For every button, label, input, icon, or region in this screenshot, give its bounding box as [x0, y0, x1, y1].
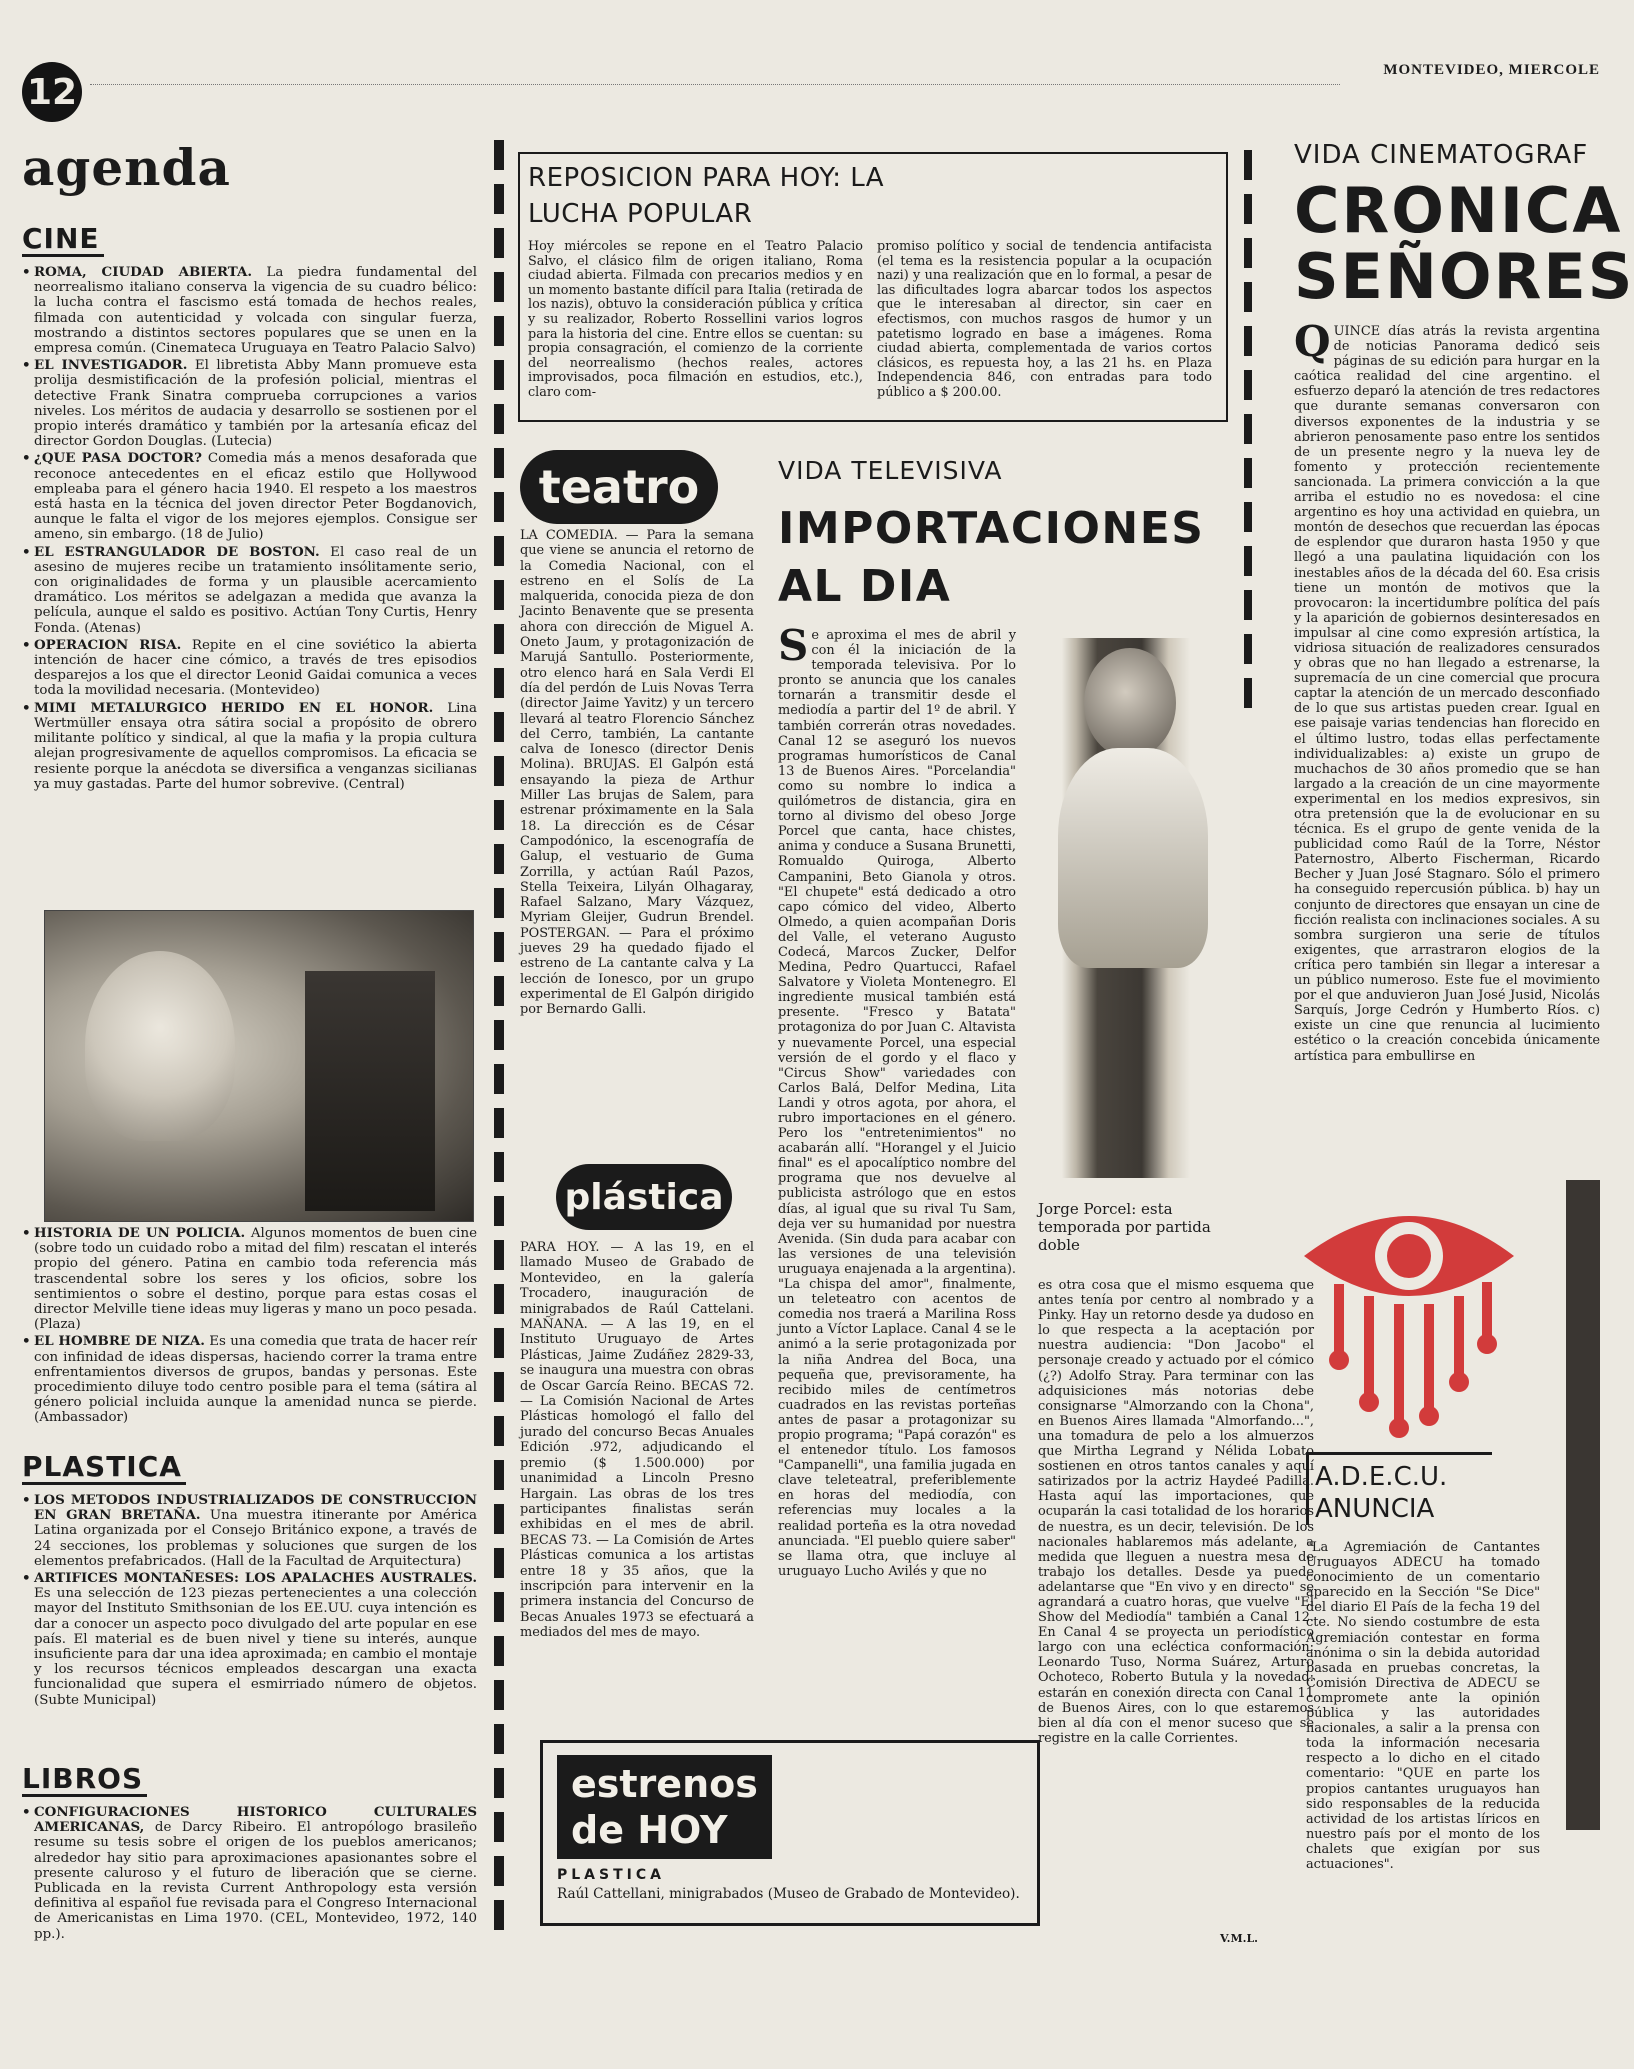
- tv-title-line1: IMPORTACIONES: [778, 503, 1205, 554]
- reposicion-col2: promiso político y social de tendencia antifacista (el tema es la resistencia popular a la ocupación nazi) y una realización que en lo formal, a pesar de las dificultades logra abarcar todos los aspectos que le interesaban al director, sin caer en efectismos, con muchos rasgos de humor y un patetismo logrado en base a imágenes. Roma ciudad abierta, complementada de varios cortos clásicos, es repuesta hoy, a las 21 hs. en Plaza Independencia 846, con entradas para todo público a $ 200.00.: [877, 239, 1212, 400]
- plastica-box-text: PARA HOY. — A las 19, en el llamado Museo de Grabado de Montevideo, en la galería Trocadero, inauguración de minigrabados de Raúl Cattelani. MAÑANA. — A las 19, en el Instituto Uruguayo de Artes Plásticas, Jaime Zudáñez 2829-33, se inaugura una muestra con obras de Oscar García Reino. BECAS 72. — La Comisión Nacional de Artes Plásticas homologó el fallo del jurado del concurso Becas Anuales Edición .972, adjudicando el premio ($ 1.500.000) por unanimidad a Lincoln Presno Hargain. Las obras de los tres participantes finalistas serán exhibidas en el mes de abril. BECAS 73. — La Comisión de Artes Plásticas comunica a los artistas entre 18 y 35 años, que la inscripción para intervenir en la primera instancia del Concurso de Becas Anuales 1973 se efectuará a mediados del mes de mayo.: [520, 1240, 754, 1641]
- agenda-plastica-section: [22, 1452, 477, 1710]
- entry-text: El libretista Abby Mann promueve esta prolija desmistificación de la profesión policial, mientras el detective Frank Sinatra comprueba corrupciones a varios niveles. Los méritos de audacia y desarrollo se sostienen por el propio interés dramático y también por la artesanía eficaz del director Gordon Douglas. (Lutecia): [34, 358, 477, 450]
- adecu-title-line1: A.D.E.C.U.: [1315, 1462, 1448, 1492]
- agenda-title: agenda: [22, 138, 231, 197]
- agenda-entry: [22, 451, 477, 542]
- entry-title: LOS METODOS INDUSTRIALIZADOS DE CONSTRUCCION EN GRAN BRETAÑA.: [34, 1492, 477, 1524]
- adecu-title-line2: ANUNCIA: [1315, 1494, 1435, 1524]
- libros-heading: LIBROS: [22, 1764, 147, 1797]
- estrenos-banner: [557, 1755, 772, 1859]
- bullet-icon: •: [22, 450, 31, 467]
- masthead-date: MONTEVIDEO, MIERCOLE: [1383, 62, 1600, 78]
- entry-text: La piedra fundamental del neorrealismo italiano conserva la vigencia de su cuadro bélico: la lucha contra el fascismo está tomada de hechos reales, filmada con autenticidad y volcada con singular fuerza, mostrando a distintos sectores populares que se unen en la empresa común. (Cinemateca Uruguaya en Teatro Palacio Salvo): [34, 265, 477, 357]
- tv-photo-caption: Jorge Porcel: esta temporada por partida doble: [1038, 1200, 1211, 1254]
- agenda-entry: [22, 1571, 477, 1708]
- entry-text: Es una comedia que trata de hacer reír con infinidad de ideas dispersas, haciendo correr la trama entre enfrentamientos diversos de grupos, bandas y personas. Este procedimiento diluye todo centro posible para el tema (sátira al género policial incluida aunque la amenidad nunca se pierde. (Ambassador): [34, 1334, 477, 1426]
- bullet-icon: •: [22, 636, 31, 653]
- teatro-badge: teatro: [520, 450, 718, 524]
- page-number: 12: [22, 62, 82, 122]
- entry-title: ARTIFICES MONTAÑESES: LOS APALACHES AUSTRALES.: [34, 1570, 477, 1587]
- agenda-entry: [22, 638, 477, 699]
- man-figure-image: [305, 971, 435, 1211]
- tv-signature: V.M.L.: [1220, 1932, 1259, 1945]
- tv-title: [778, 500, 1205, 616]
- bullet-icon: •: [22, 543, 31, 560]
- entry-title: EL HOMBRE DE NIZA.: [34, 1333, 205, 1350]
- entry-title: OPERACION RISA.: [34, 636, 182, 653]
- entry-title: MIMI METALURGICO HERIDO EN EL HONOR.: [34, 699, 434, 716]
- plastica-heading: PLASTICA: [22, 1452, 186, 1485]
- estrenos-banner-line1: estrenos: [571, 1762, 758, 1806]
- entry-title: HISTORIA DE UN POLICIA.: [34, 1225, 246, 1241]
- header-rule: [90, 84, 1340, 85]
- agenda-entry: [22, 1805, 477, 1942]
- cine-heading: CINE: [22, 224, 104, 257]
- cine-right-title-line1: CRONICA: [1294, 174, 1623, 247]
- estrenos-banner-line2: de HOY: [571, 1808, 728, 1852]
- cine-right-text: [1294, 317, 1600, 1176]
- agenda-entry: [22, 358, 477, 449]
- eye-icon: [1304, 1216, 1514, 1438]
- reposicion-box: [518, 152, 1228, 422]
- cine-right-title-line2: SEÑORES: [1294, 240, 1634, 313]
- bullet-icon: •: [22, 1804, 31, 1820]
- tv-col1: [778, 621, 1016, 1928]
- entry-text: Lina Wertmüller ensaya otra sátira social a propósito de obrero militante político y sindical, al que la mafia y la propia cultura alejan progresivamente de aquellos compromisos. La eficacia se resiente porque la anécdota se diversifica a venganzas sicilianas ya muy gastadas. Parte del humor sobrevive. (Central): [34, 700, 477, 792]
- entry-title: ¿QUE PASA DOCTOR?: [34, 450, 202, 467]
- entry-title: ROMA, CIUDAD ABIERTA.: [34, 264, 253, 280]
- bullet-icon: •: [22, 1225, 31, 1241]
- right-edge-photo: [1566, 1180, 1600, 1830]
- bullet-icon: •: [22, 1492, 31, 1508]
- eye-illustration: [1294, 1196, 1524, 1446]
- porcel-head-image: [1084, 648, 1176, 758]
- cine-right-text-body: UINCE días atrás la revista argentina de noticias Panorama dedicó seis páginas de su edición para hurgar en la caótica realidad del cine argentino. el esfuerzo deparó la atención de tres redactores que durante semanas conversaron con diversos exponentes de la industria y se abrieron penosamente paso entre los sentidos de un presente negro y la nueva ley de fomento y protección recientemente sancionada. La primera convicción a la que arriba el estudio no es novedosa: el cine argentino es hoy una actividad en quiebra, un montón de desechos que recuerdan las épocas de esplendor que duraron hasta 1950 y que llegó a una paulatina liquidación con los inestables años de la década del 60. Esa crisis tiene un montón de motivos que la provocaron: la incertidumbre política del país y la aparición de gobiernos desinteresados en impulsar al cine como expresión artística, la vidriosa situación de realizadores censurados y obras que no han llegado a estrenarse, la supremacía de un cine comercial que procura captar la atención de un mercado desconfiado de lo que sus artistas pueden crear. Igual en ese paisaje varias tendencias han florecido en el último lustro, todas ellas perfectamente individualizables: a) existe un grupo de muchachos de 30 años promedio que se han largado a la creación de un cine mayormente experimental en los medios expresivos, sin otra pretensión que la de evolucionar en su técnica. Es el grupo de gente venida de la publicidad como Raúl de la Torre, Néstor Paternostro, Alberto Fischerman, Ricardo Becher y Juan José Stagnaro. Sólo el primero ha conseguido repercusión pública. b) hay un conjunto de directores que ensayan un cine de ficción realista con inclinaciones sociales. A su sombra surgieron una serie de títulos exigentes, que arrastraron elogios de la crítica pero también sin llegar a interesar a un público numeroso. Este fue el movimiento por el que anduvieron Juan José Jusid, Nicolás Sarquís, Jorge Cedrón y Humberto Ríos. c) existe un cine que renuncia al lucimiento estético o la creación concebida únicamente artística para embullirse en: [1294, 324, 1600, 1064]
- bullet-icon: •: [22, 1333, 31, 1350]
- agenda-entry: [22, 1334, 477, 1425]
- estrenos-category: PLASTICA: [557, 1867, 665, 1883]
- cine-right-kicker: VIDA CINEMATOGRAF: [1294, 140, 1589, 170]
- porcel-body-image: [1058, 748, 1208, 968]
- agenda-entry: [22, 1226, 477, 1332]
- teatro-text: LA COMEDIA. — Para la semana que viene se anuncia el retorno de la Comedia Nacional, con el estreno en el Solís de La malquerida, conocida pieza de don Jacinto Benavente que se presenta ahora con dirección de Miguel A. Oneto Jaum, y protagonización de Marujá Santullo. Posteriormente, otro elenco hará en Sala Verdi El día del perdón de Luis Novas Terra (director Jaime Yavitz) y un tercero llevará al teatro Florencio Sánchez del Cerro, también, La cantante calva de Ionesco (director Denis Molina). BRUJAS. El Galpón está ensayando la pieza de Arthur Miller Las brujas de Salem, para estrenar próximamente en la Sala 18. La dirección es de César Campodónico, la escenografía de Galup, el vestuario de Guma Zorrilla, y actúan Raúl Pazos, Stella Teixeira, Lilyán Olhagaray, Rafael Salzano, Mary Vázquez, Myriam Gleijer, Gudrun Brendel. POSTERGAN. — Para el próximo jueves 29 ha quedado fijado el estreno de La cantante calva y La lección de Ionesco, por un grupo experimental de El Galpón dirigido por Bernardo Galli.: [520, 528, 754, 1018]
- cine-list: [22, 265, 477, 792]
- entry-text: Algunos momentos de buen cine (sobre todo un cuidado robo a mitad del film) rescatan el interés propio del género. Patina en cambio toda referencia más trascendental sobre los seres y los oficios, sobre los sentimientos o sobre el destino, porque para estas cosas el director Melville tiene ideas muy ligeras y mano un poco pesada. (Plaza): [34, 1226, 477, 1333]
- agenda-entry: [22, 265, 477, 356]
- libros-list: [22, 1805, 477, 1942]
- cine-right-dropcap: Q: [1294, 317, 1331, 366]
- agenda-libros-section: [22, 1764, 477, 1944]
- column-divider: [494, 140, 504, 1930]
- reposicion-title: REPOSICION PARA HOY: LA LUCHA POPULAR: [528, 163, 885, 229]
- agenda-entry: [22, 1493, 477, 1569]
- agenda-entry: [22, 701, 477, 792]
- entry-text: de Darcy Ribeiro. El antropólogo brasileño resume su tesis sobre el origen de los pueblos americanos; alrededor hay sitio para aproximaciones apasionantes sobre el presente caluroso y el futuro de liberación que se cierne. Publicada en la revista Current Anthropology esta versión definitiva al español fue revisada para el Congreso Internacional de Americanistas en Lima 1970. (CEL, Montevideo, 1972, 140 pp.).: [34, 1820, 478, 1942]
- tv-kicker: VIDA TELEVISIVA: [778, 456, 1003, 485]
- entry-title: CONFIGURACIONES HISTORICO CULTURALES AMERICANAS,: [34, 1804, 477, 1836]
- bullet-icon: •: [22, 264, 31, 280]
- agenda-cine-continued: [22, 1226, 477, 1428]
- agenda-cine-section: [22, 224, 477, 794]
- adecu-text: "La Agremiación de Cantantes Uruguayos ADECU ha tomado conocimiento de un comentario aparecido en la Sección "Se Dice" del diario El País de la fecha 19 del cte. No siendo costumbre de esta Agremiación contestar en forma anónima o sin la debida autoridad basada en pruebas concretas, la Comisión Directiva de ADECU se compromete ante la opinión pública y las autoridades nacionales, a salir a la prensa con toda la información necesaria respecto a lo dicho en el citado comentario: "QUE en parte los propios cantantes uruguayos han sido responsables de la reducida actividad de los artistas líricos en nuestro país por el monto de los chalets que exigían por sus actuaciones".: [1306, 1540, 1540, 1872]
- bullet-icon: •: [22, 357, 31, 374]
- cine-list-continued: [22, 1226, 477, 1426]
- agenda-entry: [22, 545, 477, 636]
- entry-title: EL ESTRANGULADOR DE BOSTON.: [34, 543, 320, 560]
- tv-col1-text: e aproxima el mes de abril y con él la iniciación de la temporada televisiva. Por lo pronto se anuncia que los canales tornarán a transmitir desde el mediodía a partir del 1º de abril. Y también correrán otras novedades. Canal 12 se aseguró los nuevos programas humorísticos de Canal 13 de Buenos Aires. "Porcelandia" como su nombre lo indica a quilómetros de distancia, gira en torno al divismo del obeso Jorge Porcel que canta, hace chistes, anima y conduce a Susana Brunetti, Romualdo Quiroga, Alberto Campanini, Beto Gianola y otros. "El chupete" está dedicado a otro capo cómico del video, Alberto Olmedo, a quien acompañan Doris del Valle, el veterano Augusto Codecá, Marcos Zucker, Delfor Medina, Pedro Quartucci, Rafael Salvatore y Violeta Montenegro. El ingrediente musical también está presente. "Fresco y Batata" protagoniza do por Juan C. Altavista y nuevamente Porcel, una especial versión de el gordo y el flaco y "Circus Show" variedades con Carlos Balá, Delfor Medina, Lita Landi y otros agota, por ahora, el rubro importaciones en el género. Pero los "entretenimientos" no acabarán allí. "Horangel y el Juicio final" es el apocalíptico nombre del programa que nos devuelve al publicista astrólogo que en estos días, al igual que su rival Tu Sam, deja ver su humanidad por nuestra Avenida. (Sin duda para acabar con las versiones de una televisión uruguaya enajenada a la argentina). "La chispa del amor", finalmente, un teleteatro con acentos de comedia nos traerá a Marilina Ross junto a Víctor Laplace. Canal 4 se le animó a la serie protagonizada por la niña Andrea del Boca, una pequeña que, previsoramente, ha recibido miles de centímetros cuadrados en las revistas porteñas antes de pasar a protagonizar su propio programa; "Papá corazón" es el entenedor título. Los famosos "Campanelli", una familia jugada en clave teleteatral, preferiblemente en horas del mediodía, con referencias muy locales a la realidad porteña es la otra novedad anunciada. "El pueblo quiere saber" se llama otra, que incluye al uruguayo Lucho Avilés y que no: [778, 628, 1016, 1579]
- entry-title: EL INVESTIGADOR.: [34, 357, 188, 374]
- entry-text: Es una selección de 123 piezas pertenecientes a una colección mayor del Instituto Smithsonian de los EE.UU. cuya intención es dar a conocer un aspecto poco divulgado del arte popular en ese país. El material es de buen nivel y tiene su interés, aunque insuficiente para dar una idea aproximada; en cambio el montaje y los recursos técnicos empleados descargan una exacta funcionalidad que supera el esmirriado número de objetos. (Subte Municipal): [34, 1586, 477, 1708]
- adecu-box: [1306, 1452, 1492, 1525]
- plastica-list: [22, 1493, 477, 1708]
- agenda-photo: [44, 910, 474, 1222]
- woman-figure-image: [85, 951, 235, 1141]
- entry-text: El caso real de un asesino de mujeres recibe un tratamiento insólitamente serio, con originalidades de forma y un plausible acercamiento dramático. Los méritos se adelgazan a medida que avanza la película, aunque el saldo es positivo. Actúan Tony Curtis, Henry Fonda. (Atenas): [34, 544, 477, 636]
- cine-right-title: [1294, 174, 1634, 313]
- bullet-icon: •: [22, 1570, 31, 1587]
- porcel-photo: [1044, 638, 1222, 1178]
- right-column-divider: [1244, 150, 1252, 710]
- tv-dropcap: S: [778, 621, 809, 670]
- bullet-icon: •: [22, 699, 31, 716]
- estrenos-text: Raúl Cattellani, minigrabados (Museo de Grabado de Montevideo).: [557, 1886, 1020, 1902]
- entry-text: Una muestra itinerante por América Latina organizada por el Consejo Británico expone, a través de 24 secciones, los problemas y soluciones que surgen de los elementos prefabricados. (Hall de la Facultad de Arquitectura): [34, 1508, 478, 1569]
- tv-title-line2: AL DIA: [778, 561, 952, 612]
- entry-text: Comedia más a menos desaforada que reconoce antecedentes en el eficaz estilo que Hollywood empleaba para el género hacia 1940. El respeto a los maestros está hasta en la técnica del joven director Peter Bogdanovich, aunque le falta el vigor de los mejores ejemplos. Consigue ser ameno, sin embargo. (18 de Julio): [34, 451, 477, 543]
- plastica-badge: plástica: [556, 1164, 732, 1230]
- tv-col2: es otra cosa que el mismo esquema que antes tenía por centro al nombrado y a Pinky. Hay un retorno desde ya dudoso en lo que respecta a la aceptación por nuestra audiencia: "Don Jacobo" el personaje creado y actuado por el cómico (¿?) Adolfo Stray. Para terminar con las adquisiciones más notorias debe consignarse "Almorzando con la Chona", en Buenos Aires llamada "Almorfando...", una tomadura de pelo a los almuerzos que Mirtha Legrand y Nélida Lobato sostienen en otros tantos canales y aquí satirizados por la actriz Haydeé Padilla. Hasta aquí las importaciones, que ocuparán la casi totalidad de los horarios de nuestra, es un decir, televisión. De los nacionales hablaremos más adelante, a medida que lleguen a nuestra mesa de trabajo los detalles. Desde ya puede adelantarse que "En vivo y en directo" se agrandará a cuatro horas, que vuelve "El Show del Mediodía" también a Canal 12. En Canal 4 se proyecta un periodístico largo con una ecléctica conformación: Leonardo Tuso, Norma Suárez, Arturo Ochoteco, Roberto Butula y la novedad: estarán en conexión directa con Canal 11 de Buenos Aires, con lo que estaremos bien al día con el menor suceso que se registre en la calle Corrientes.: [1038, 1278, 1314, 1746]
- reposicion-col1: Hoy miércoles se repone en el Teatro Palacio Salvo, el clásico film de origen italiano, Roma ciudad abierta. Filmada con precarios medios y en un momento bastante difícil para Italia (retirada de los nazis), obtuvo la consideración pública y crítica y su realizador, Roberto Rossellini varios logros para la historia del cine. Entre ellos se cuentan: su propia consagración, el comienzo de la corriente del neorrealismo (hechos reales, actores improvisados, poca filmación en estudios, etc.), claro com-: [528, 239, 863, 400]
- entry-text: Repite en el cine soviético la abierta intención de hacer cine cómico, a través de tres episodios desparejos a los que el director Leonid Gaidai comunica a veces toda la movilidad necesaria. (Montevideo): [34, 637, 477, 699]
